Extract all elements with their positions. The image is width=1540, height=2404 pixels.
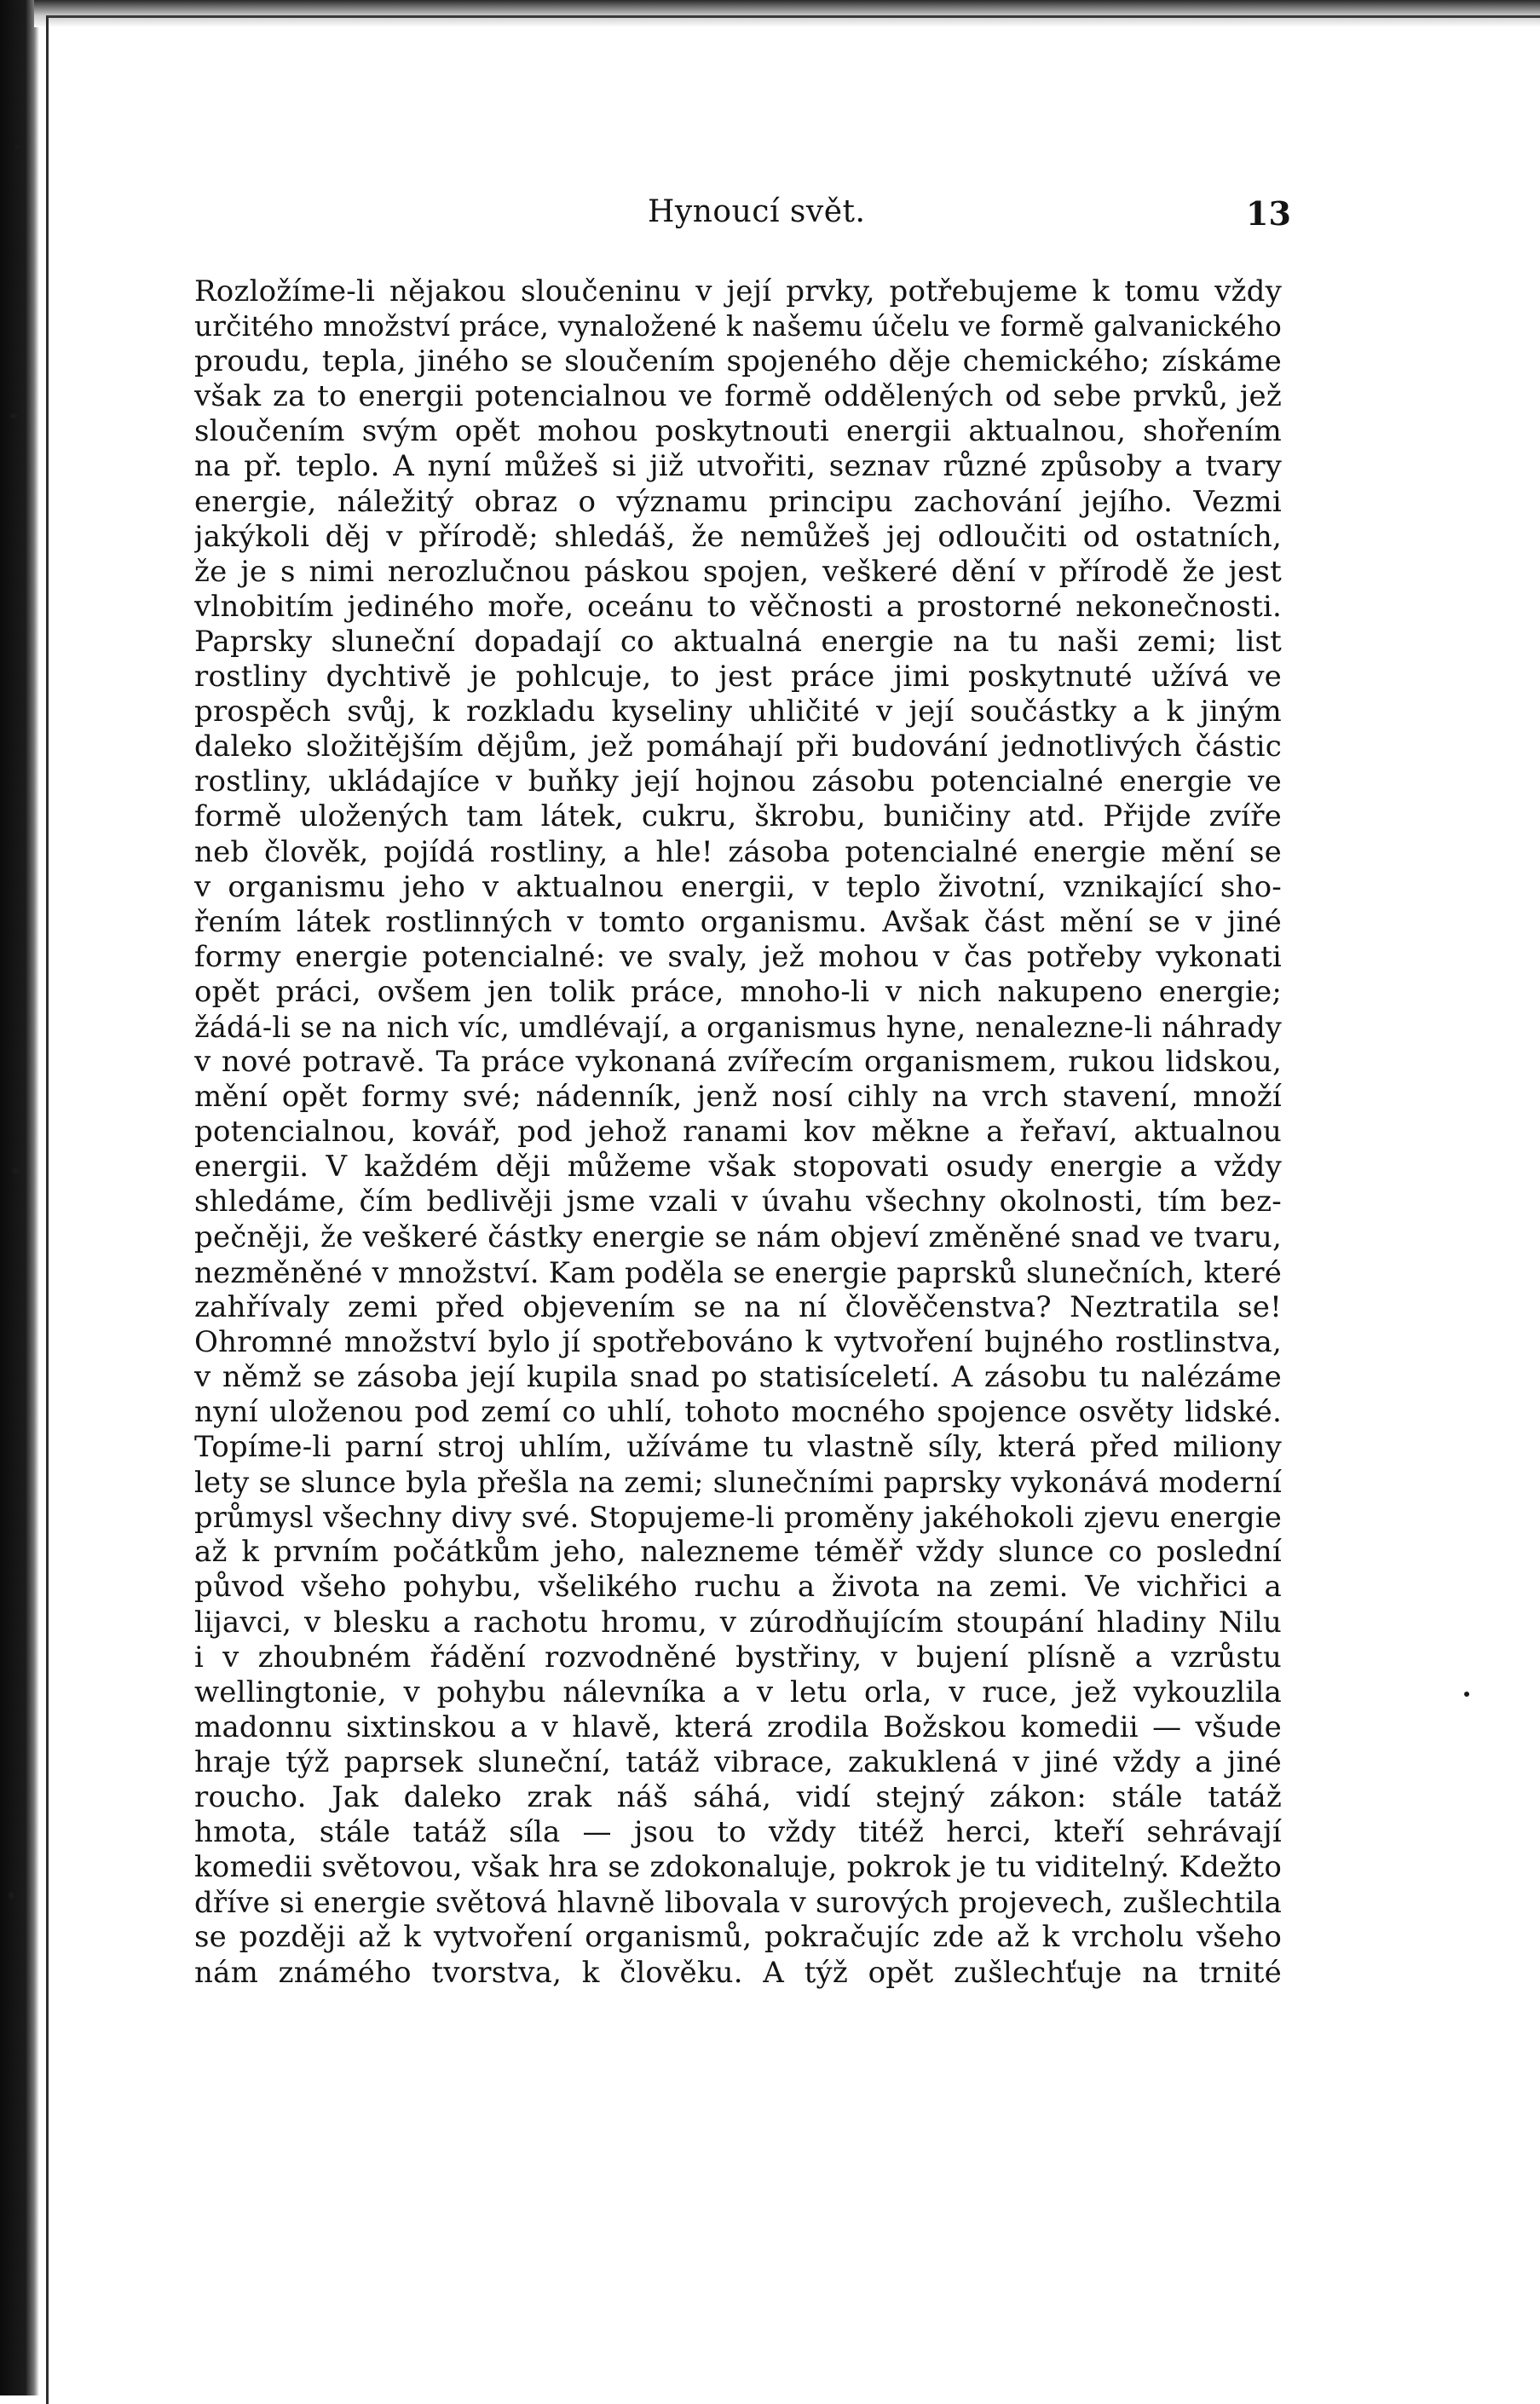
text-line: lijavci, v blesku a rachotu hromu, v zúrodňujícím stoupání hladiny Nilu (194, 1605, 1282, 1640)
text-line: mění opět formy své; nádenník, jenž nosí cihly na vrch stavení, množí (194, 1080, 1282, 1115)
page-number: 13 (1246, 194, 1291, 233)
text-line: i v zhoubném řádění rozvodněné bystřiny, v bujení plísně a vzrůstu (194, 1640, 1282, 1675)
text-line: Topíme-li parní stroj uhlím, užíváme tu vlastně síly, která před miliony (194, 1430, 1282, 1465)
text-line: řením látek rostlinných v tomto organismu. Avšak část mění se v jiné (194, 904, 1282, 939)
text-line: roucho. Jak daleko zrak náš sáhá, vidí stejný zákon: stále tatáž (194, 1780, 1282, 1815)
text-line: vlnobitím jediného moře, oceánu to věčnosti a prostorné nekonečnosti. (194, 589, 1282, 624)
text-line: rostliny dychtivě je pohlcuje, to jest práce jimi poskytnuté užívá ve (194, 660, 1282, 695)
text-line: nezměněné v množství. Kam poděla se energie paprsků slunečních, které (194, 1255, 1282, 1289)
text-line: dříve si energie světová hlavně libovala v surových projevech, zušlechtila (194, 1886, 1282, 1920)
text-line: komedii světovou, však hra se zdokonaluje, pokrok je tu viditelný. Kdežto (194, 1850, 1282, 1885)
text-line: proudu, tepla, jiného se sloučením spojeného děje chemického; získáme (194, 344, 1282, 379)
text-line: energii. V každém ději můžeme však stopovati osudy energie a vždy (194, 1150, 1282, 1185)
running-head: Hynoucí svět. (648, 194, 866, 229)
scan-speck (19, 2182, 23, 2187)
body-text (194, 274, 1282, 1991)
text-line: v nové potravě. Ta práce vykonaná zvířecím organismem, rukou lidskou, (194, 1045, 1282, 1080)
text-line: shledáme, čím bedlivěji jsme vzali v úvahu všechny okolnosti, tím bez- (194, 1185, 1282, 1219)
text-line: však za to energii potencialnou ve formě oddělených od sebe prvků, jež (194, 379, 1282, 414)
text-line: wellingtonie, v pohybu nálevníka a v letu orla, v ruce, jež vykouzlila (194, 1675, 1282, 1709)
text-line: daleko složitějším dějům, jež pomáhají při budování jednotlivých částic (194, 729, 1282, 764)
scan-speck (12, 1167, 20, 1174)
scan-speck (15, 145, 20, 149)
text-line: hmota, stále tatáž síla — jsou to vždy titéž herci, kteří sehrávají (194, 1815, 1282, 1850)
text-line: v němž se zásoba její kupila snad po statisíceletí. A zásobu tu nalézáme (194, 1359, 1282, 1394)
scan-binding-edge (0, 0, 39, 2395)
text-line: Paprsky sluneční dopadají co aktualná energie na tu naši zemi; list (194, 624, 1282, 659)
text-line: neb člověk, pojídá rostliny, a hle! zásoba potencialné energie mění se (194, 834, 1282, 869)
text-line: madonnu sixtinskou a v hlavě, která zrodila Božskou komedii — všude (194, 1709, 1282, 1744)
text-line: až k prvním počátkům jeho, nalezneme téměř vždy slunce co poslední (194, 1535, 1282, 1570)
text-line: žádá-li se na nich víc, umdlévají, a organismus hyne, nenalezne-li náhrady (194, 1010, 1282, 1044)
text-line: rostliny, ukládajíce v buňky její hojnou zásobu potencialné energie ve (194, 764, 1282, 799)
text-line: energie, náležitý obraz o významu principu zachování jejího. Vezmi (194, 484, 1282, 519)
scan-speck (9, 1892, 14, 1900)
text-line: formě uložených tam látek, cukru, škrobu, buničiny atd. Přijde zvíře (194, 799, 1282, 834)
text-line: v organismu jeho v aktualnou energii, v teplo životní, vznikající sho- (194, 869, 1282, 904)
text-line: hraje týž paprsek sluneční, tatáž vibrace, zakuklená v jiné vždy a jiné (194, 1744, 1282, 1779)
text-line: zahřívaly zemi před objevením se na ní člověčenstva? Neztratila se! (194, 1289, 1282, 1324)
text-line: Rozložíme-li nějakou sloučeninu v její prvky, potřebujeme k tomu vždy (194, 274, 1282, 308)
text-line: prospěch svůj, k rozkladu kyseliny uhličité v její součástky a k jiným (194, 695, 1282, 729)
text-line: pečněji, že veškeré částky energie se nám objeví změněné snad ve tvaru, (194, 1219, 1282, 1254)
scan-speck (1464, 1692, 1469, 1697)
scan-speck (10, 413, 18, 418)
text-line: na př. teplo. A nyní můžeš si již utvořiti, seznav různé způsoby a tvary (194, 449, 1282, 484)
text-line: se později až k vytvoření organismů, pokračujíc zde až k vrcholu všeho (194, 1920, 1282, 1955)
text-line: lety se slunce byla přešla na zemi; slunečními paprsky vykonává moderní (194, 1466, 1282, 1500)
text-line: nám známého tvorstva, k člověku. A týž opět zušlechťuje na trnité (194, 1955, 1282, 1990)
text-line: původ všeho pohybu, všelikého ruchu a života na zemi. Ve vichřici a (194, 1570, 1282, 1605)
text-line: že je s nimi nerozlučnou páskou spojen, veškeré dění v přírodě že jest (194, 554, 1282, 589)
text-line: průmysl všechny divy své. Stopujeme-li proměny jakéhokoli zjevu energie (194, 1501, 1282, 1535)
text-line: opět práci, ovšem jen tolik práce, mnoho-li v nich nakupeno energie; (194, 974, 1282, 1009)
text-line: nyní uloženou pod zemí co uhlí, tohoto mocného spojence osvěty lidské. (194, 1395, 1282, 1429)
text-line: potencialnou, kovář, pod jehož ranami kov měkne a řeřaví, aktualnou (194, 1115, 1282, 1150)
text-line: jakýkoli děj v přírodě; shledáš, že nemůžeš jej odloučiti od ostatních, (194, 519, 1282, 554)
text-line: určitého množství práce, vynaložené k našemu účelu ve formě galvanického (194, 310, 1282, 343)
text-line: sloučením svým opět mohou poskytnouti energii aktualnou, shořením (194, 414, 1282, 449)
text-line: formy energie potencialné: ve svaly, jež mohou v čas potřeby vykonati (194, 939, 1282, 974)
text-line: Ohromné množství bylo jí spotřebováno k vytvoření bujného rostlinstva, (194, 1324, 1282, 1359)
